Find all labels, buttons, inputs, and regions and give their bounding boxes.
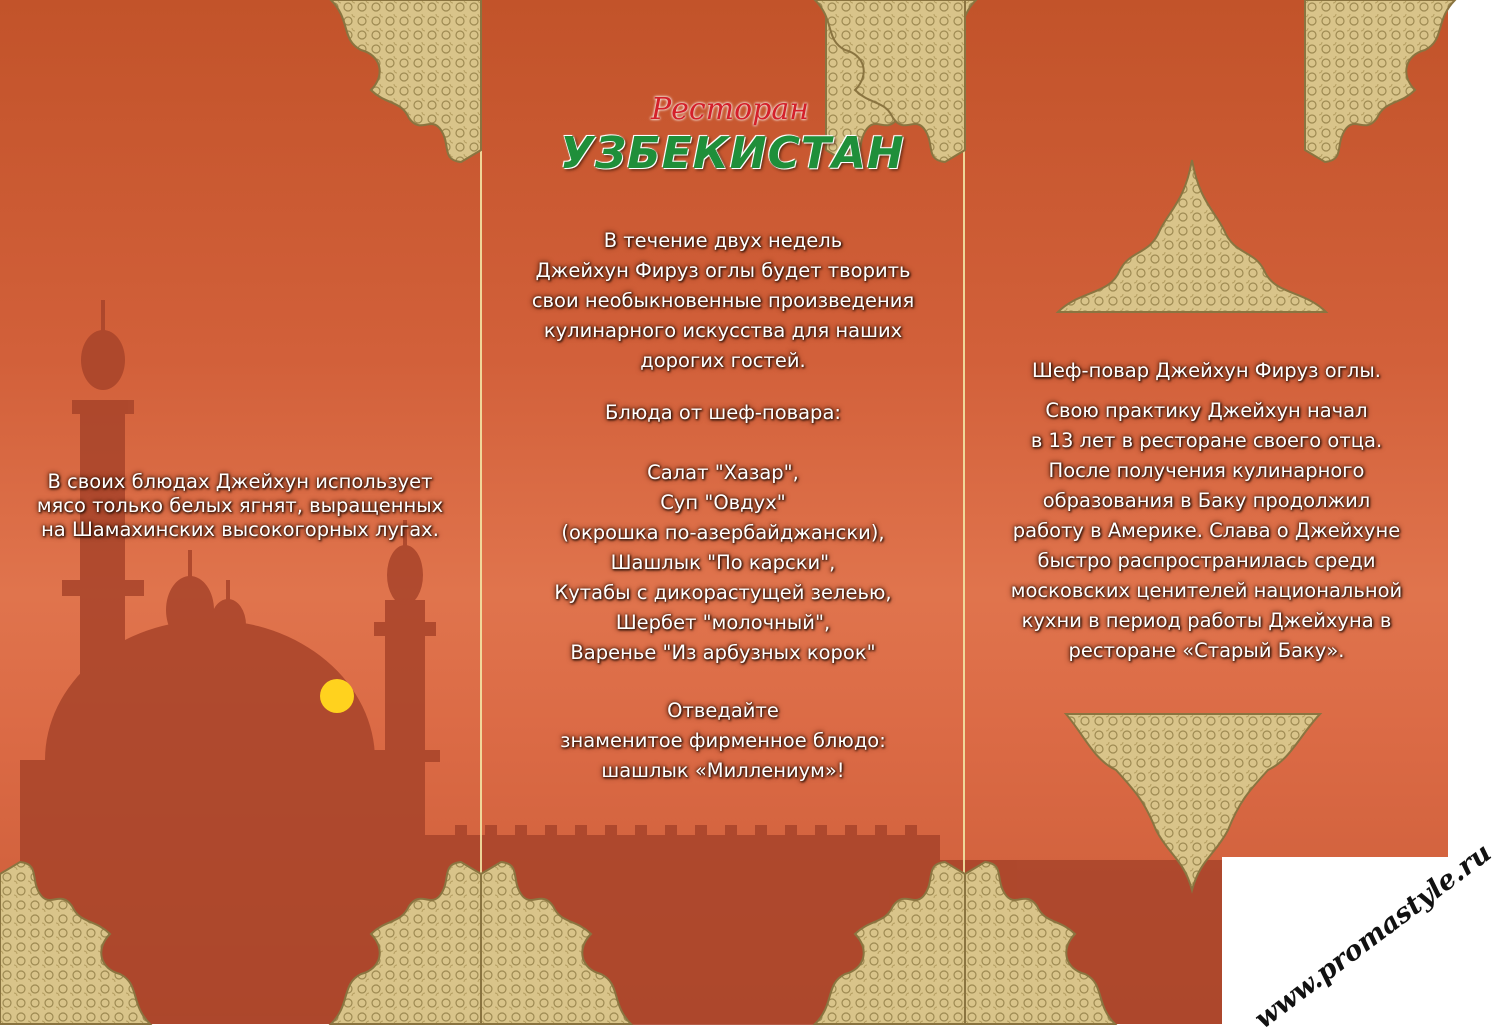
dish-item: Салат "Хазар",: [647, 461, 799, 484]
watermark-box: [1222, 837, 1497, 1035]
logo-name: УЗБЕКИСТАН: [560, 128, 905, 179]
dish-item: Варенье "Из арбузных корок": [570, 641, 876, 664]
restaurant-logo: [560, 92, 905, 202]
dish-item: Суп "Овдух": [660, 491, 786, 514]
dishes-heading: Блюда от шеф-повара:: [605, 401, 841, 424]
chef-title: Шеф-повар Джейхун Фируз оглы.: [1032, 359, 1381, 382]
watermark-text: www.promastyle.ru: [1248, 837, 1497, 1035]
chef-bio: Свою практику Джейхун начал в 13 лет в ресторане своего отца. После получения кулинарного образования в Баку продолжил работу в Америке. Слава о Джейхуне быстро распространилась среди московских ценителей национальной кухни в период работы Джейхуна в ресторане «Старый Баку».: [1010, 399, 1403, 662]
dish-item: (окрошка по-азербайджански),: [561, 521, 885, 544]
logo-script-line: Ресторан: [650, 92, 810, 127]
center-intro: В течение двух недель Джейхун Фируз оглы будет творить свои необыкновенные произведения кулинарного искусства для наших дорогих гостей.: [531, 229, 915, 372]
dish-item: Кутабы с дикорастущей зелеью,: [554, 581, 892, 604]
left-panel-text: В своих блюдах Джейхун использует мясо только белых ягнят, выращенных на Шамахинских высокогорных лугах.: [36, 470, 444, 541]
dish-item: Шербет "молочный",: [615, 611, 831, 634]
dish-item: Шашлык "По карски",: [610, 551, 836, 574]
dish-list: [491, 458, 955, 668]
center-closing: Отведайте знаменитое фирменное блюдо: шашлык «Миллениум»!: [560, 699, 886, 782]
